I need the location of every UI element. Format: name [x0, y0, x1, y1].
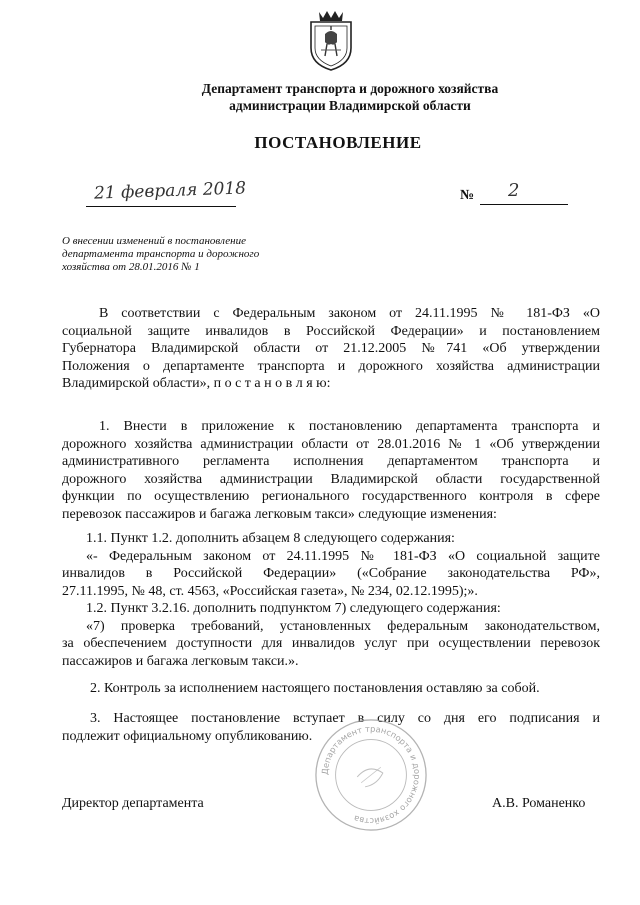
official-stamp: [312, 716, 430, 834]
date-field: [86, 178, 247, 207]
item-1-line: административного регламента исполнения департаментом транспорта и: [62, 454, 600, 469]
item-1-1-line: 1.1. Пункт 1.2. дополнить абзацем 8 следующего содержания:: [86, 531, 455, 546]
item-2-paragraph: [62, 680, 600, 698]
handwritten-date: 21 февраля 2018: [93, 178, 247, 204]
item-3-line: подлежит официальному опубликованию.: [62, 728, 313, 744]
item-1-2-line: за обеспечением доступности для инвалидов услуг при осуществлении перевозок: [62, 636, 600, 651]
org-line-2: администрации Владимирской области: [229, 98, 471, 113]
preamble-line: Положения о департаменте транспорта и дорожного хозяйства администрации: [62, 358, 600, 374]
organization-header: [150, 80, 550, 114]
item-1-1-line: «- Федеральным законом от 24.11.1995 № 181-ФЗ «О социальной защите: [86, 548, 600, 564]
item-3-line: 3. Настоящее постановление вступает в силу со дня его подписания и: [90, 711, 600, 726]
item-1-1-line: 27.11.1995, № 48, ст. 4563, «Российская газета», № 234, 02.12.1995);».: [62, 583, 478, 599]
signatory-name: А.В. Романенко: [492, 796, 586, 811]
subject-line: департамента транспорта и дорожного: [62, 248, 260, 260]
coat-of-arms-icon: [305, 8, 357, 72]
number-sign: №: [460, 188, 475, 203]
item-1-paragraph: [62, 418, 600, 523]
item-1-2-line: пассажиров и багажа легковым такси.».: [62, 653, 299, 669]
item-2-line: 2. Контроль за исполнением настоящего постановления оставляю за собой.: [90, 681, 540, 696]
item-1-2-line: «7) проверка требований, установленных федеральным законодательством,: [86, 618, 600, 634]
item-1-line: 1. Внести в приложение к постановлению департамента транспорта и: [99, 419, 600, 434]
org-line-1: Департамент транспорта и дорожного хозяйства: [201, 81, 499, 96]
handwritten-number: 2: [508, 180, 520, 201]
preamble-line: Владимирской области», п о с т а н о в л я ю:: [62, 376, 331, 391]
item-1-1-paragraph: [62, 530, 600, 600]
number-field: [480, 180, 568, 205]
item-1-1-line: инвалидов в Российской Федерации» («Собрание законодательства РФ»,: [62, 566, 600, 581]
preamble-line: В соответствии с Федеральным законом от 24.11.1995 № 181-ФЗ «О: [99, 306, 600, 321]
subject-line: хозяйства от 28.01.2016 № 1: [62, 261, 200, 273]
item-1-line: дорожного хозяйства администрации Владимирской области государственной: [62, 471, 600, 487]
stamp-text: Департамент транспорта и дорожного хозяйства: [319, 723, 423, 827]
document-title: ПОСТАНОВЛЕНИЕ: [254, 133, 422, 152]
preamble-line: Губернатора Владимирской области от 21.12.2005 №741 «Об утверждении: [62, 341, 600, 356]
document-subject: [62, 235, 322, 274]
item-1-2-paragraph: [62, 600, 600, 670]
item-1-2-line: 1.2. Пункт 3.2.16. дополнить подпунктом 7) следующего содержания:: [86, 601, 501, 616]
item-1-line: дорожного хозяйства администрации области от 28.01.2016 № 1 «Об утверждении: [62, 436, 600, 452]
signatory-position: Директор департамента: [62, 796, 204, 811]
preamble-paragraph: [62, 305, 600, 393]
item-1-line: функции по осуществлению регионального государственного контроля в сфере: [62, 489, 600, 504]
item-1-line: перевозок пассажиров и багажа легковым такси» следующие изменения:: [62, 506, 497, 522]
preamble-line: социальной защите инвалидов в Российской Федерации» и постановлением: [62, 323, 600, 339]
subject-line: О внесении изменений в постановление: [62, 235, 246, 247]
